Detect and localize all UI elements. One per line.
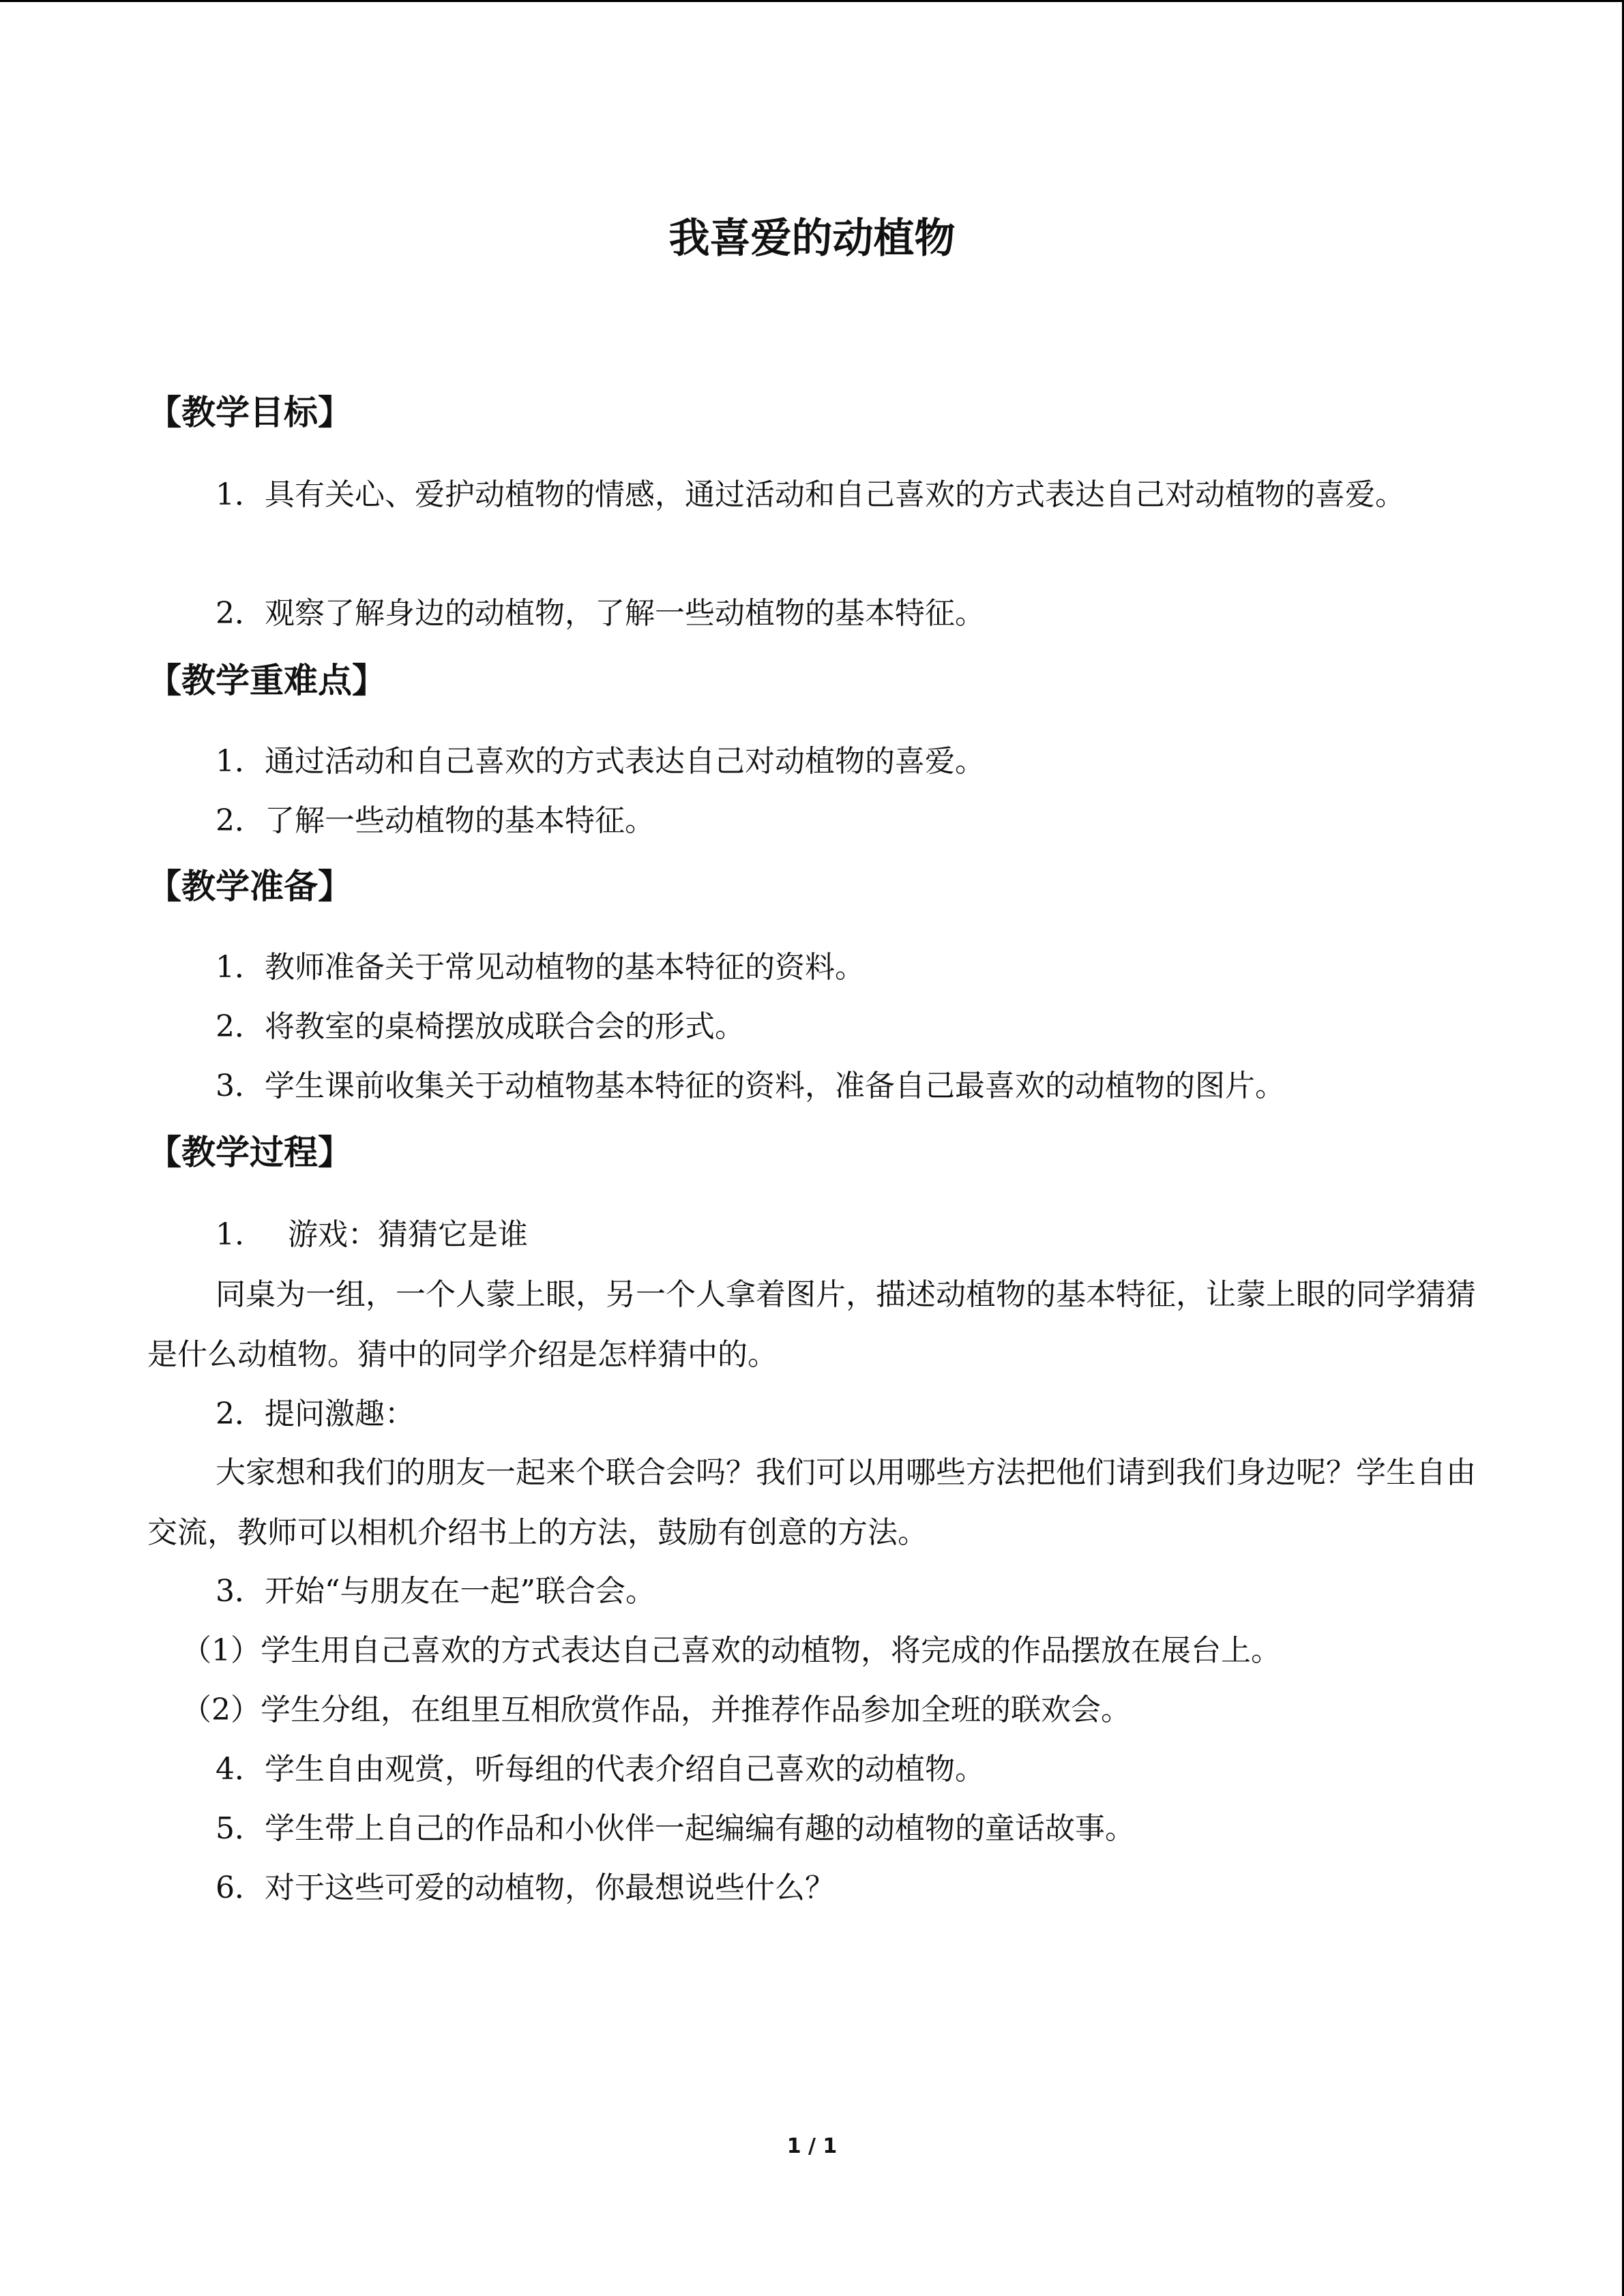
goal-item-2: 2．观察了解身边的动植物，了解一些动植物的基本特征。 [216,596,985,631]
heading-preparation: 【教学准备】 [147,867,352,906]
process-step-1-desc: 同桌为一组，一个人蒙上眼，另一个人拿着图片，描述动植物的基本特征，让蒙上眼的同学猜猜是什么动植物。猜中的同学介绍是怎样猜中的。 [147,1277,1476,1372]
document-title: 我喜爱的动植物 [668,215,956,263]
heading-key-points: 【教学重难点】 [147,661,386,700]
process-step-5: 5．学生带上自己的作品和小伙伴一起编编有趣的动植物的童话故事。 [216,1811,1135,1846]
process-step-6: 6．对于这些可爱的动植物，你最想说些什么？ [216,1870,835,1905]
page-number: 1 / 1 [786,2134,838,2158]
process-step-3-sub-1: （1）学生用自己喜欢的方式表达自己喜欢的动植物，将完成的作品摆放在展台上。 [181,1633,1281,1668]
keypoint-item-1: 1．通过活动和自己喜欢的方式表达自己对动植物的喜爱。 [216,744,985,779]
heading-process: 【教学过程】 [147,1133,352,1172]
process-step-1-text: 游戏：猜猜它是谁 [287,1217,528,1252]
preparation-item-3: 3．学生课前收集关于动植物基本特征的资料，准备自己最喜欢的动植物的图片。 [216,1069,1285,1103]
process-step-3: 3．开始“与朋友在一起”联合会。 [216,1574,655,1609]
process-step-2-desc: 大家想和我们的朋友一起来个联合会吗？我们可以用哪些方法把他们请到我们身边呢？学生自由交流，教师可以相机介绍书上的方法，鼓励有创意的方法。 [147,1455,1476,1550]
keypoint-item-2: 2．了解一些动植物的基本特征。 [216,803,655,838]
process-step-1-number: 1. [216,1217,244,1252]
heading-teaching-goals: 【教学目标】 [147,393,352,432]
goal-item-1: 1．具有关心、爱护动植物的情感，通过活动和自己喜欢的方式表达自己对动植物的喜爱。 [216,477,1405,512]
process-step-1 [147,1205,1477,1265]
process-step-4: 4．学生自由观赏，听每组的代表介绍自己喜欢的动植物。 [216,1752,985,1787]
preparation-item-1: 1．教师准备关于常见动植物的基本特征的资料。 [216,950,865,985]
preparation-item-2: 2．将教室的桌椅摆放成联合会的形式。 [216,1009,745,1044]
process-step-2: 2．提问激趣： [216,1397,415,1431]
process-step-3-sub-2: （2）学生分组，在组里互相欣赏作品，并推荐作品参加全班的联欢会。 [181,1693,1131,1727]
